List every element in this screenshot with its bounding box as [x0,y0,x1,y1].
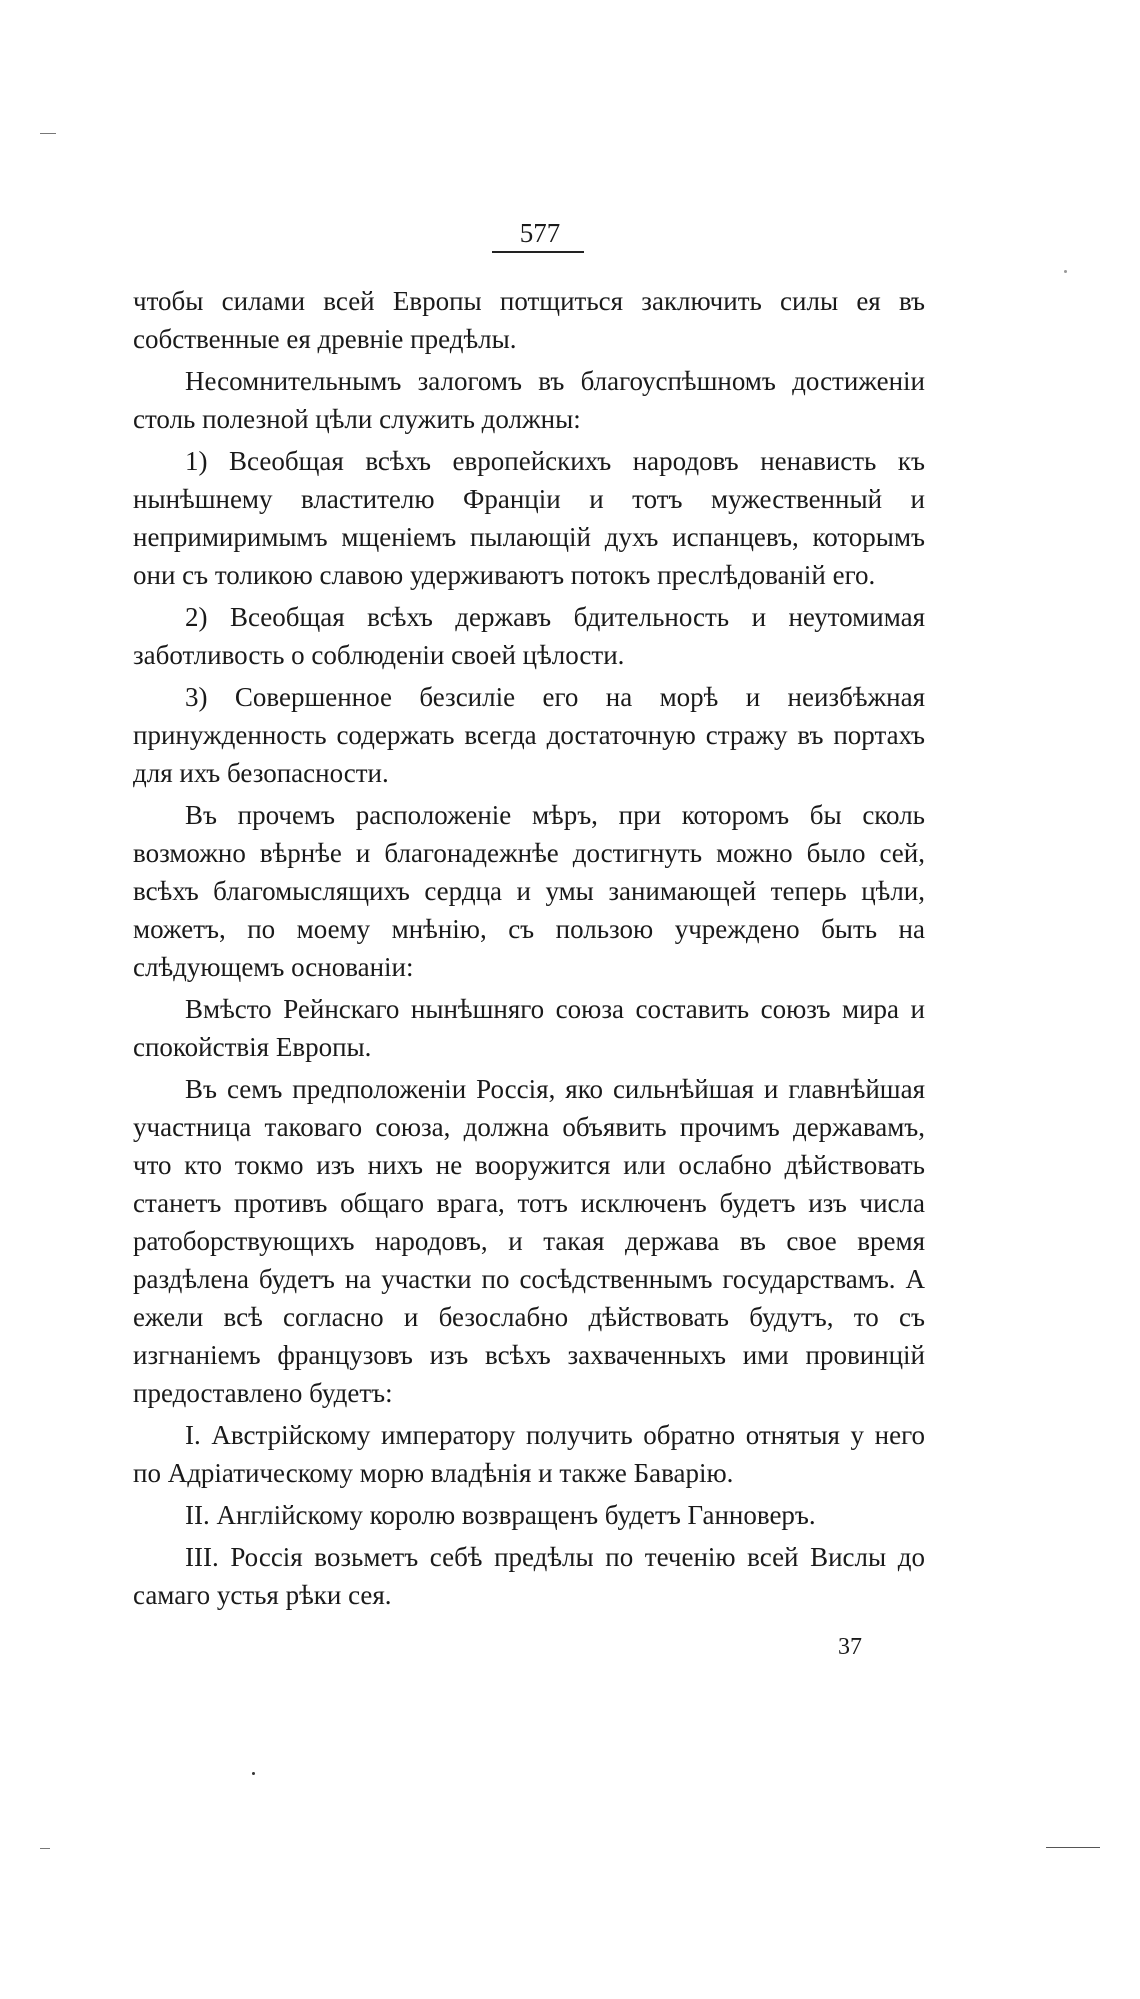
scan-mark [40,1848,50,1849]
list-item: III. Россія возьметъ себѣ предѣлы по теченію всей Вислы до самаго устья рѣки сея. [133,1542,925,1610]
paragraph: Въ прочемъ расположеніе мѣръ, при которомъ бы сколь возможно вѣрнѣе и благонадежнѣе достигнуть можно было сей, всѣхъ благомыслящихъ сердца и умы занимающей теперь цѣли, можетъ, по моему мнѣнію, съ пользою учреждено быть на слѣдующемъ основаніи: [133,800,925,982]
list-item: 1) Всеобщая всѣхъ европейскихъ народовъ ненависть къ нынѣшнему властителю Франціи и тотъ мужественный и непримиримымъ мщеніемъ пылающій духъ испанцевъ, которымъ они съ толикою славою удерживаютъ потокъ преслѣдованій его. [133,446,925,590]
scan-speck [1064,270,1067,273]
body-text [133,282,925,1618]
page-number: 577 [519,218,561,248]
scan-mark [1046,1847,1100,1848]
paragraph: Несомнительнымъ залогомъ въ благоуспѣшномъ достиженіи столь полезной цѣли служить должны: [133,366,925,434]
signature-mark: 37 [838,1634,862,1660]
list-item: I. Австрійскому императору получить обратно отнятыя у него по Адріатическому морю владѣнія и также Баварію. [133,1420,925,1488]
list-item: II. Англійскому королю возвращенъ будетъ Ганноверъ. [185,1500,816,1530]
page-number-rule [492,251,584,253]
list-item: 3) Совершенное безсиліе его на морѣ и неизбѣжная принужденность содержать всегда достаточную стражу въ портахъ для ихъ безопасности. [133,682,925,788]
paragraph: Въ семъ предположеніи Россія, яко сильнѣйшая и главнѣйшая участница таковаго союза, должна объявить прочимъ державамъ, что кто токмо изъ нихъ не вооружится или ослабно дѣйствовать станетъ противъ общаго врага, тотъ исключенъ будетъ изъ числа ратоборствующихъ народовъ, и такая держава въ свое время раздѣлена будетъ на участки по сосѣдственнымъ государствамъ. А ежели всѣ согласно и безослабно дѣйствовать будутъ, то съ изгнаніемъ французовъ изъ всѣхъ захваченныхъ ими провинцій предоставлено будетъ: [133,1074,925,1408]
paragraph: чтобы силами всей Европы потщиться заключить силы ея въ собственные ея древніе предѣлы. [133,286,925,354]
paragraph: Вмѣсто Рейнскаго нынѣшняго союза составить союзъ мира и спокойствія Европы. [133,994,925,1062]
scan-mark [40,133,56,134]
list-item: 2) Всеобщая всѣхъ державъ бдительность и неутомимая заботливость о соблюденіи своей цѣлости. [133,602,925,670]
scan-speck [252,1772,255,1775]
